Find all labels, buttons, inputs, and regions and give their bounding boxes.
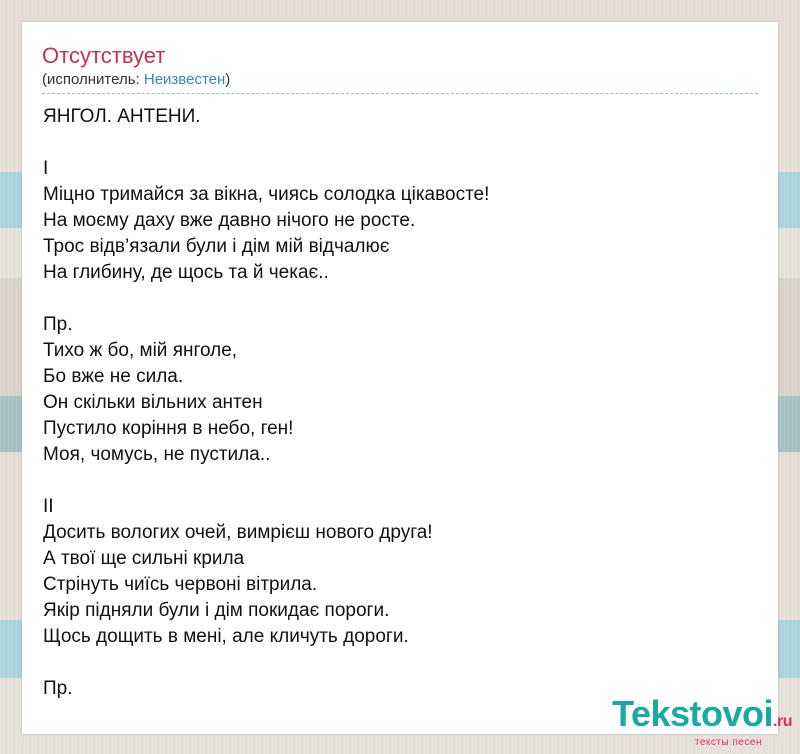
- lyric-line: Міцно тримайся за вікна, чиясь солодка цікавосте!: [43, 184, 490, 205]
- site-logo[interactable]: [612, 693, 792, 748]
- lyric-line: На моєму даху вже давно нічого не росте.: [43, 210, 416, 231]
- lyric-line: Тихо ж бо, мій янголе,: [43, 340, 238, 361]
- logo-word: Tekstovoi: [612, 693, 774, 734]
- artist-suffix: ): [225, 71, 231, 88]
- lyrics-card: [22, 22, 778, 734]
- logo-wordmark: [612, 693, 792, 740]
- logo-tagline: тексты песен: [694, 737, 762, 748]
- lyric-line: Стрінуть чиїсь червоні вітрила.: [43, 574, 318, 595]
- lyric-line: На глибину, де щось та й чекає..: [43, 262, 329, 283]
- song-header: [42, 42, 758, 90]
- lyric-line: Бо вже не сила.: [43, 366, 184, 387]
- lyric-line: Пустило коріння в небо, ген!: [43, 418, 294, 439]
- artist-line: [42, 70, 758, 90]
- lyric-line: Трос відв’язали були і дім мій відчалює: [43, 236, 390, 257]
- song-title: Отсутствует: [42, 43, 166, 68]
- lyric-line: I: [43, 158, 49, 179]
- logo-tld: .ru: [773, 713, 792, 730]
- lyric-line: Досить вологих очей, вимрієш нового друга!: [43, 522, 433, 543]
- lyric-line: II: [43, 496, 54, 517]
- lyric-line: [43, 130, 759, 156]
- lyric-line: Моя, чомусь, не пустила..: [43, 444, 271, 465]
- lyric-line: Щось дощить в мені, але кличуть дороги.: [43, 626, 409, 647]
- artist-link[interactable]: Неизвестен: [143, 71, 226, 88]
- lyric-line: ЯНГОЛ. АНТЕНИ.: [43, 106, 201, 127]
- lyric-line: [43, 468, 759, 494]
- header-divider: [42, 93, 758, 94]
- lyric-line: Пр.: [43, 314, 73, 335]
- lyric-line: А твої ще сильні крила: [43, 548, 245, 569]
- lyric-line: [43, 650, 759, 676]
- artist-prefix: (исполнитель:: [42, 71, 144, 88]
- lyric-line: Якір підняли були і дім покидає пороги.: [43, 600, 390, 621]
- lyrics-text: [43, 104, 759, 702]
- lyric-line: Он скільки вільних антен: [43, 392, 263, 413]
- lyric-line: [43, 286, 759, 312]
- lyric-line: Пр.: [43, 678, 73, 699]
